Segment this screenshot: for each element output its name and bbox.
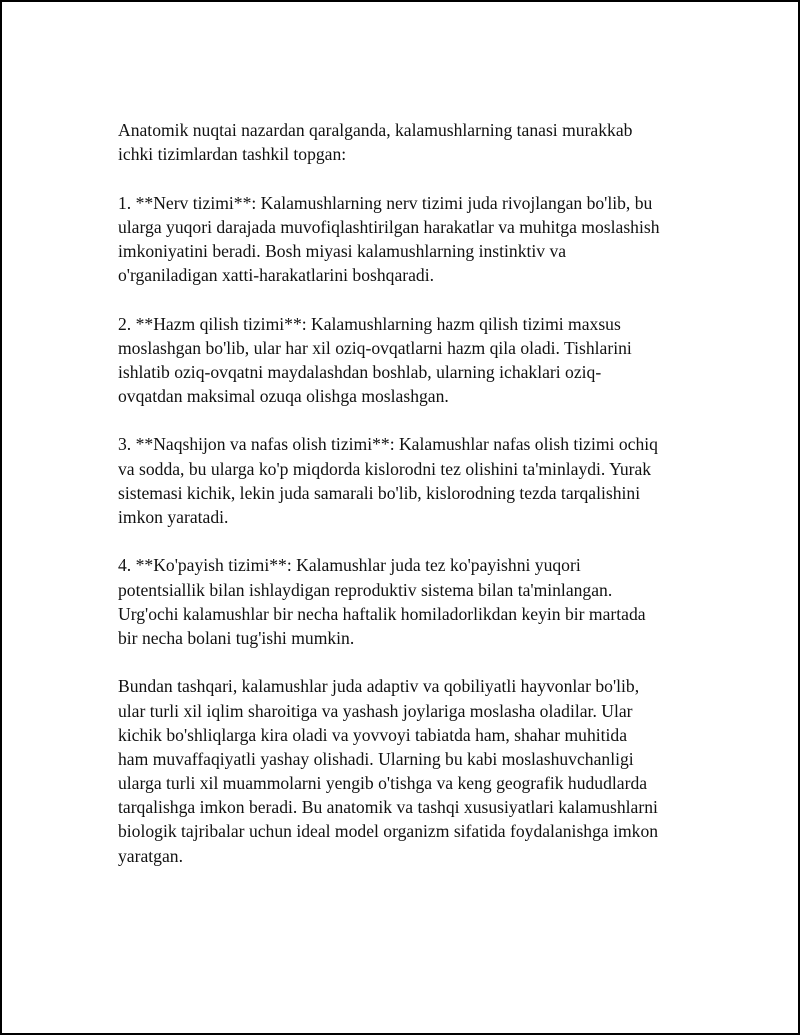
- text-line: ularga turli xil muammolarni yengib o'tishga va keng geografik hududlarda: [118, 773, 648, 794]
- paragraph-respiratory-system: [118, 432, 758, 529]
- text-line: 3. **Naqshijon va nafas olish tizimi**: Kalamushlar nafas olish tizimi ochiq: [118, 434, 658, 455]
- paragraph-intro: [118, 118, 758, 166]
- text-line: bir necha bolani tug'ishi mumkin.: [118, 627, 355, 648]
- text-line: potentsiallik bilan ishlaydigan reproduktiv sistema bilan ta'minlangan.: [118, 579, 613, 600]
- document-body: [118, 118, 758, 892]
- text-line: o'rganiladigan xatti-harakatlarini boshqaradi.: [118, 265, 435, 286]
- text-line: imkon yaratadi.: [118, 507, 229, 527]
- paragraph-reproductive-system: [118, 553, 758, 650]
- text-line: ishlatib oziq-ovqatni maydalashdan boshlab, ularning ichaklari oziq-: [118, 361, 602, 382]
- text-line: yaratgan.: [118, 845, 183, 866]
- paragraph-digestive-system: [118, 312, 758, 409]
- paragraph-conclusion: [118, 674, 758, 868]
- text-line: kichik bo'shliqlarga kira oladi va yovvoyi tabiatda ham, shahar muhitida: [118, 724, 628, 745]
- text-line: Anatomik nuqtai nazardan qaralganda, kalamushlarning tanasi murakkab: [118, 120, 633, 140]
- text-line: sistemasi kichik, lekin juda samarali bo'lib, kislorodning tezda tarqalishini: [118, 482, 641, 503]
- text-line: 4. **Ko'payish tizimi**: Kalamushlar juda tez ko'payishni yuqori: [118, 555, 581, 576]
- text-line: Urg'ochi kalamushlar bir necha haftalik homiladorlikdan keyin bir martada: [118, 603, 646, 624]
- text-line: Bundan tashqari, kalamushlar juda adaptiv va qobiliyatli hayvonlar bo'lib,: [118, 676, 640, 697]
- text-line: biologik tajribalar uchun ideal model organizm sifatida foydalanishga imkon: [118, 821, 659, 842]
- text-line: moslashgan bo'lib, ular har xil oziq-ovqatlarni hazm qila oladi. Tishlarini: [118, 337, 632, 358]
- text-line: va sodda, bu ularga ko'p miqdorda kislorodni tez olishini ta'minlaydi. Yurak: [118, 458, 652, 479]
- text-line: tarqalishga imkon beradi. Bu anatomik va tashqi xususiyatlari kalamushlarni: [118, 797, 658, 818]
- text-line: ular turli xil iqlim sharoitiga va yashash joylariga moslasha oladilar. Ular: [118, 700, 633, 721]
- text-line: 2. **Hazm qilish tizimi**: Kalamushlarning hazm qilish tizimi maxsus: [118, 313, 621, 334]
- paragraph-nervous-system: [118, 191, 758, 288]
- text-line: ham muvaffaqiyatli yashay olishadi. Ularning bu kabi moslashuvchanligi: [118, 748, 634, 769]
- text-line: ichki tizimlardan tashkil topgan:: [118, 144, 347, 165]
- text-line: 1. **Nerv tizimi**: Kalamushlarning nerv tizimi juda rivojlangan bo'lib, bu: [118, 192, 653, 213]
- text-line: ularga yuqori darajada muvofiqlashtirilgan harakatlar va muhitga moslashish: [118, 216, 660, 237]
- text-line: ovqatdan maksimal ozuqa olishga moslashgan.: [118, 386, 449, 407]
- text-line: imkoniyatini beradi. Bosh miyasi kalamushlarning instinktiv va: [118, 240, 567, 261]
